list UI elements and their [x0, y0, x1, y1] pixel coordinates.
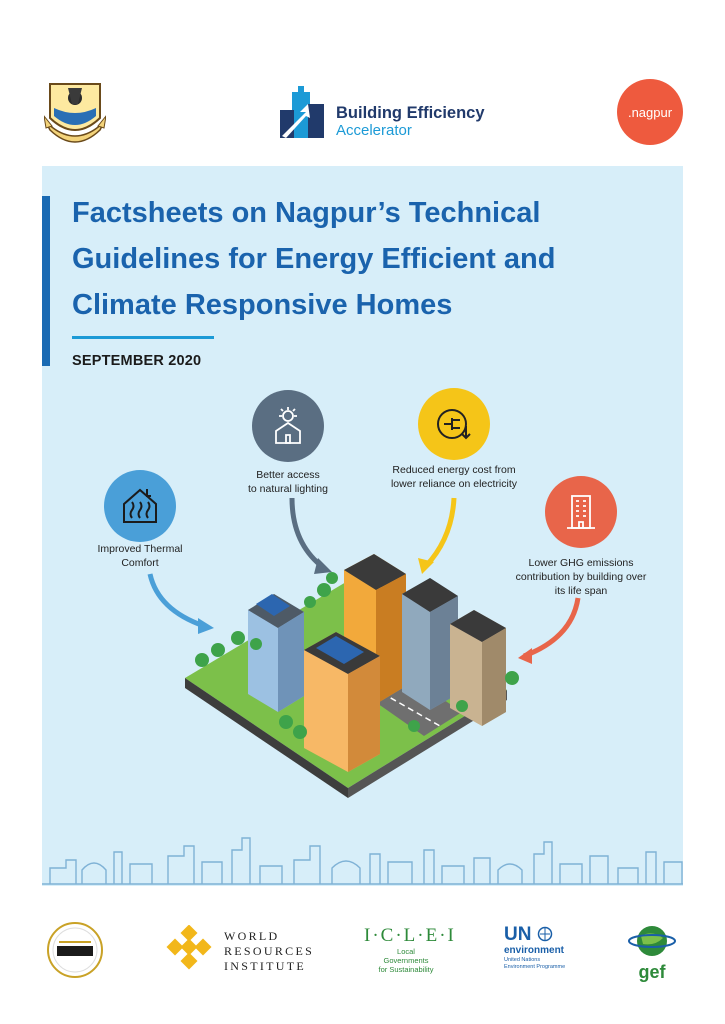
un-line-2: Environment Programme: [504, 964, 566, 970]
un-emblem-icon: [537, 926, 553, 942]
iclei-line-3: for Sustainability: [378, 965, 434, 974]
wri-wordmark: [224, 929, 314, 974]
gef-wordmark: gef: [638, 962, 666, 982]
natural-lighting-label-line2: to natural lighting: [248, 483, 328, 495]
ghg-label-line2: contribution by building over: [515, 571, 647, 583]
city-skyline-decoration: [42, 816, 683, 886]
wri-line-3: INSTITUTE: [224, 959, 307, 973]
ghg-label-line3: its life span: [554, 585, 608, 597]
ghg-label-line1: Lower GHG emissions: [528, 557, 634, 569]
natural-lighting-label-line1: Better access: [256, 469, 320, 481]
publication-date: SEPTEMBER 2020: [72, 353, 202, 369]
nagpur-municipal-seal-logo: [44, 78, 106, 146]
cover-panel: [42, 166, 683, 886]
iclei-line-2: Governments: [383, 956, 429, 965]
sustainable-energy-for-all-logo: [45, 920, 105, 980]
energy-cost-label-line2: lower reliance on electricity: [390, 478, 518, 490]
thermal-comfort-label-line2: Comfort: [121, 557, 159, 569]
wri-line-2: RESOURCES: [224, 944, 315, 958]
gef-logo: [627, 922, 677, 980]
iclei-logo: [364, 925, 456, 974]
un-wordmark: UN: [504, 924, 532, 945]
thermal-comfort-label-line1: Improved Thermal: [97, 543, 183, 555]
energy-cost-label-line1: Reduced energy cost from: [392, 464, 516, 476]
document-title: Factsheets on Nagpur’s Technical Guidelines for Energy Efficient and Climate Responsive Homes: [72, 197, 556, 321]
un-line-1: United Nations: [504, 957, 541, 963]
wri-line-1: WORLD: [224, 929, 280, 943]
nagpur-logo: .nagpur: [617, 79, 683, 145]
building-efficiency-accelerator-logo: [278, 84, 508, 140]
un-environment-label: environment: [504, 945, 565, 956]
bea-title-line2: Accelerator: [336, 122, 412, 139]
un-environment-logo: [504, 925, 574, 971]
iclei-wordmark: I·C·L·E·I: [364, 925, 456, 946]
world-resources-institute-mark: [165, 925, 213, 973]
bea-title-line1: Building Efficiency: [336, 104, 485, 122]
iclei-line-1: Local: [397, 947, 415, 956]
energy-efficient-city-illustration: [42, 166, 683, 886]
